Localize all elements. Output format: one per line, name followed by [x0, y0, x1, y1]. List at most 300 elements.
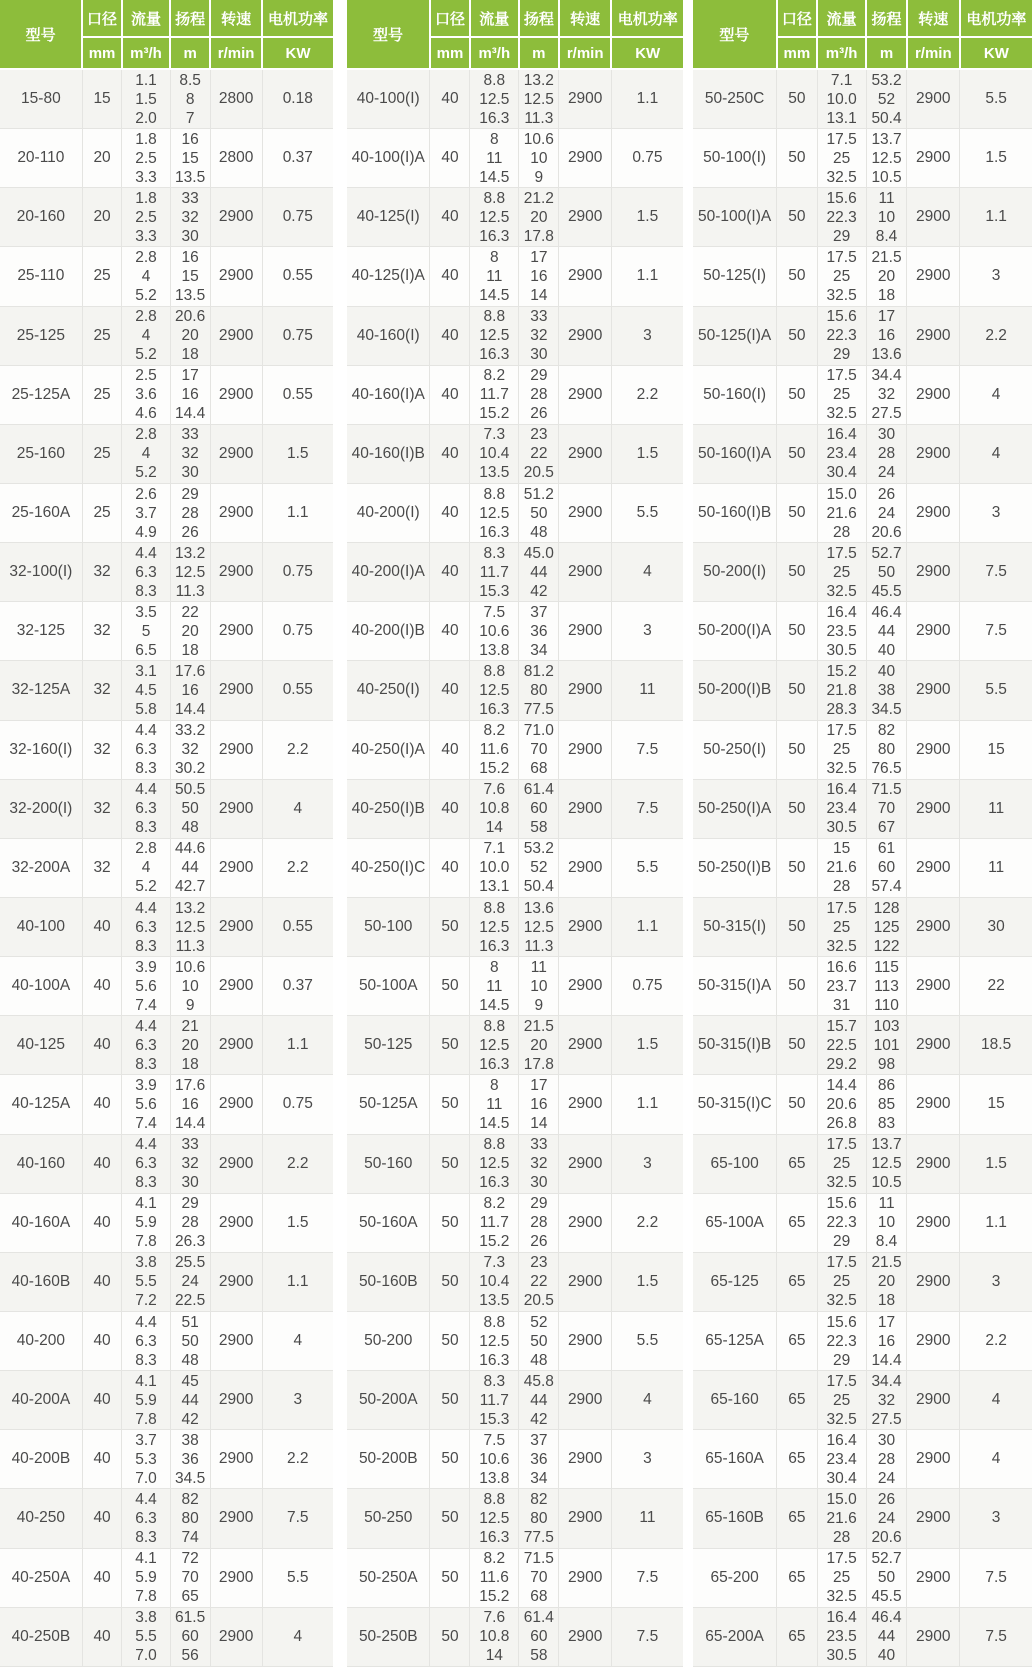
- head-cell-line: 57.4: [871, 878, 902, 896]
- head-cell-line: 60: [181, 1628, 199, 1646]
- head-cell: [866, 1371, 907, 1430]
- head-cell-line: 86: [877, 1076, 896, 1094]
- flow-cell-line: 16.4: [826, 426, 857, 444]
- power-cell: 4: [611, 1371, 683, 1430]
- diameter-cell: 65: [777, 1134, 817, 1193]
- flow-cell-line: 4.6: [135, 405, 157, 423]
- head-cell-line: 27.5: [871, 1410, 902, 1428]
- spec-table-3: [693, 0, 1032, 1667]
- flow-cell-line: 4.4: [135, 899, 157, 917]
- head-cell-line: 10.6: [175, 958, 206, 976]
- head-cell-line: 18: [877, 286, 896, 304]
- flow-cell-line: 2.8: [135, 308, 157, 326]
- flow-cell: [122, 1252, 170, 1311]
- model-cell: 50-200(I)A: [693, 602, 777, 661]
- head-cell-line: 27.5: [871, 405, 902, 423]
- diameter-cell: 40: [82, 1489, 122, 1548]
- flow-cell: [817, 69, 866, 129]
- flow-cell: [122, 129, 170, 188]
- model-cell: 20-110: [0, 129, 82, 188]
- head-cell-line: 29: [530, 367, 548, 385]
- flow-cell-line: 25: [832, 1273, 851, 1291]
- flow-cell-line: 5.6: [135, 977, 157, 995]
- flow-cell: [817, 1075, 866, 1134]
- flow-cell-line: 17.5: [826, 1136, 857, 1154]
- flow-cell: [817, 1193, 866, 1252]
- flow-cell-line: 5.5: [135, 1628, 157, 1646]
- head-cell-line: 36: [181, 1450, 199, 1468]
- head-cell: [519, 957, 559, 1016]
- flow-cell: [817, 1607, 866, 1666]
- head-cell-line: 45.5: [871, 1588, 902, 1606]
- model-cell: 40-125: [0, 1016, 82, 1075]
- model-cell: 50-160: [347, 1134, 430, 1193]
- flow-cell-line: 4: [141, 859, 151, 877]
- diameter-cell: 32: [82, 543, 122, 602]
- table-row: [347, 1193, 683, 1252]
- flow-cell-line: 8.8: [483, 899, 506, 917]
- diameter-cell: 50: [777, 779, 817, 838]
- speed-cell: 2900: [907, 779, 960, 838]
- model-cell: 40-200(I)B: [347, 602, 430, 661]
- head-cell: [519, 838, 559, 897]
- flow-cell-line: 3.7: [135, 504, 157, 522]
- flow-cell-line: 15.2: [479, 1588, 510, 1606]
- table-row: [0, 306, 333, 365]
- model-cell: 40-100(I): [347, 69, 430, 129]
- diameter-cell: 50: [430, 1016, 470, 1075]
- diameter-cell: 50: [430, 1371, 470, 1430]
- speed-cell: 2900: [559, 602, 611, 661]
- head-cell-line: 76.5: [871, 760, 902, 778]
- flow-cell-line: 5.2: [135, 346, 157, 364]
- col-header-flow: 流量: [122, 0, 170, 37]
- flow-cell-line: 17.5: [826, 1372, 857, 1390]
- table-row: [0, 1016, 333, 1075]
- flow-cell: [817, 1134, 866, 1193]
- diameter-cell: 25: [82, 365, 122, 424]
- head-cell-line: 33.2: [175, 722, 206, 740]
- flow-cell-line: 11.7: [479, 386, 509, 404]
- flow-cell-line: 10.6: [479, 622, 510, 640]
- table-row: [347, 365, 683, 424]
- speed-cell: 2900: [907, 1548, 960, 1607]
- model-cell: 50-160(I): [693, 365, 777, 424]
- flow-cell-line: 8.3: [135, 582, 157, 600]
- diameter-cell: 40: [82, 1016, 122, 1075]
- flow-cell-line: 17.5: [826, 367, 857, 385]
- flow-cell-line: 8.2: [483, 1550, 506, 1568]
- head-cell-line: 50.4: [523, 878, 554, 896]
- power-cell: 0.75: [262, 543, 333, 602]
- power-cell: 3: [611, 1430, 683, 1489]
- table-row: [347, 661, 683, 720]
- model-cell: 50-100A: [347, 957, 430, 1016]
- power-cell: 4: [960, 365, 1032, 424]
- head-cell-line: 53.2: [523, 840, 554, 858]
- flow-cell-line: 32.5: [826, 1410, 857, 1428]
- flow-cell: [817, 424, 866, 483]
- power-cell: 4: [611, 543, 683, 602]
- head-cell-line: 26: [181, 523, 199, 541]
- head-cell-line: 44: [530, 563, 548, 581]
- diameter-cell: 50: [430, 1311, 470, 1370]
- flow-cell-line: 10.4: [479, 1273, 510, 1291]
- flow-cell-line: 23.5: [826, 622, 857, 640]
- power-cell: 0.75: [262, 188, 333, 247]
- flow-cell: [817, 720, 866, 779]
- diameter-cell: 40: [82, 1134, 122, 1193]
- flow-cell-line: 16.6: [826, 958, 857, 976]
- speed-cell: 2900: [907, 1607, 960, 1666]
- speed-cell: 2900: [907, 1371, 960, 1430]
- flow-cell-line: 23.5: [826, 1628, 857, 1646]
- model-cell: 50-160B: [347, 1252, 430, 1311]
- flow-cell-line: 5.5: [135, 1273, 157, 1291]
- flow-cell: [122, 779, 170, 838]
- speed-cell: 2900: [559, 424, 611, 483]
- col-header-speed: 转速: [210, 0, 262, 37]
- flow-cell-line: 23.7: [826, 977, 857, 995]
- table-row: [693, 779, 1032, 838]
- head-cell: [519, 365, 559, 424]
- head-cell-line: 53.2: [871, 71, 902, 89]
- power-cell: 2.2: [960, 306, 1032, 365]
- speed-cell: 2900: [559, 1016, 611, 1075]
- flow-cell: [817, 661, 866, 720]
- head-cell-line: 16: [877, 1332, 896, 1350]
- model-cell: 40-160A: [0, 1193, 82, 1252]
- flow-cell-line: 12.5: [479, 918, 510, 936]
- speed-cell: 2900: [559, 483, 611, 542]
- head-cell-line: 122: [873, 937, 900, 955]
- col-header-diameter: 口径: [777, 0, 817, 37]
- diameter-cell: 40: [430, 129, 470, 188]
- head-cell-line: 44: [877, 622, 896, 640]
- table-header: [693, 0, 1032, 69]
- flow-cell-line: 15.7: [826, 1017, 857, 1035]
- power-cell: 11: [611, 661, 683, 720]
- flow-cell-line: 32.5: [826, 1292, 857, 1310]
- head-cell-line: 20: [877, 267, 896, 285]
- flow-cell: [470, 957, 519, 1016]
- flow-cell-line: 16.3: [479, 346, 510, 364]
- diameter-cell: 32: [82, 779, 122, 838]
- flow-cell-line: 30.5: [826, 819, 857, 837]
- head-cell-line: 24: [877, 464, 896, 482]
- head-cell-line: 125: [873, 918, 900, 936]
- power-cell: 2.2: [611, 1193, 683, 1252]
- diameter-cell: 32: [82, 602, 122, 661]
- head-cell-line: 15: [181, 267, 199, 285]
- flow-cell-line: 7.1: [830, 71, 853, 89]
- speed-cell: 2900: [907, 247, 960, 306]
- head-cell: [866, 188, 907, 247]
- head-cell-line: 48: [530, 523, 548, 541]
- flow-cell: [817, 247, 866, 306]
- flow-cell: [817, 779, 866, 838]
- power-cell: 4: [960, 1430, 1032, 1489]
- power-cell: 7.5: [960, 602, 1032, 661]
- head-cell-line: 22: [530, 445, 548, 463]
- head-cell: [866, 661, 907, 720]
- head-cell-line: 42: [181, 1410, 199, 1428]
- table-row: [0, 779, 333, 838]
- flow-cell-line: 4.1: [135, 1372, 157, 1390]
- head-cell-line: 40: [877, 641, 896, 659]
- flow-cell-line: 32.5: [826, 1174, 857, 1192]
- flow-cell-line: 8.3: [483, 544, 506, 562]
- table-row: [693, 1311, 1032, 1370]
- table-row: [0, 720, 333, 779]
- head-cell-line: 22.5: [175, 1292, 206, 1310]
- model-cell: 65-160B: [693, 1489, 777, 1548]
- flow-cell-line: 2.5: [135, 149, 157, 167]
- head-cell-line: 11.3: [524, 109, 554, 127]
- speed-cell: 2900: [559, 188, 611, 247]
- diameter-cell: 40: [430, 720, 470, 779]
- flow-cell-line: 16.4: [826, 1609, 857, 1627]
- head-cell-line: 11.3: [524, 937, 554, 955]
- flow-cell: [122, 602, 170, 661]
- head-cell-line: 48: [181, 819, 199, 837]
- speed-cell: 2900: [210, 1548, 262, 1607]
- model-cell: 40-160(I)B: [347, 424, 430, 483]
- head-cell-line: 30: [877, 1431, 896, 1449]
- table-row: [347, 1548, 683, 1607]
- flow-cell-line: 22.3: [826, 327, 857, 345]
- head-cell-line: 32: [530, 327, 548, 345]
- table-row: [693, 1430, 1032, 1489]
- flow-cell-line: 21.6: [826, 1509, 857, 1527]
- power-cell: 15: [960, 720, 1032, 779]
- flow-cell: [122, 1607, 170, 1666]
- flow-cell-line: 15.3: [479, 582, 510, 600]
- unit-head: m: [170, 37, 210, 69]
- speed-cell: 2900: [907, 424, 960, 483]
- head-cell-line: 113: [874, 977, 899, 995]
- head-cell: [519, 188, 559, 247]
- head-cell-line: 46.4: [871, 603, 902, 621]
- model-cell: 50-315(I)B: [693, 1016, 777, 1075]
- power-cell: 18.5: [960, 1016, 1032, 1075]
- head-cell-line: 25.5: [175, 1254, 206, 1272]
- flow-cell-line: 12.5: [479, 1036, 510, 1054]
- head-cell-line: 24: [877, 504, 896, 522]
- model-cell: 50-250(I)B: [693, 838, 777, 897]
- flow-cell-line: 1.5: [135, 90, 157, 108]
- flow-cell-line: 4.4: [135, 544, 157, 562]
- flow-cell-line: 4.4: [135, 722, 157, 740]
- flow-cell-line: 15.2: [826, 662, 857, 680]
- head-cell-line: 20: [877, 1273, 896, 1291]
- flow-cell-line: 17.5: [826, 1550, 857, 1568]
- head-cell-line: 13.6: [871, 346, 902, 364]
- speed-cell: 2900: [559, 957, 611, 1016]
- table-row: [0, 424, 333, 483]
- table-row: [693, 897, 1032, 956]
- head-cell-line: 34: [530, 1469, 548, 1487]
- flow-cell-line: 6.3: [135, 563, 157, 581]
- flow-cell-line: 23.4: [826, 445, 857, 463]
- head-cell-line: 23: [530, 426, 548, 444]
- head-cell-line: 28: [181, 1214, 199, 1232]
- diameter-cell: 40: [82, 1193, 122, 1252]
- speed-cell: 2900: [210, 483, 262, 542]
- model-cell: 32-200A: [0, 838, 82, 897]
- power-cell: 7.5: [262, 1489, 333, 1548]
- flow-cell: [470, 1607, 519, 1666]
- flow-cell: [470, 1016, 519, 1075]
- head-cell: [519, 1134, 559, 1193]
- head-cell: [519, 424, 559, 483]
- diameter-cell: 40: [430, 365, 470, 424]
- head-cell-line: 36: [530, 622, 548, 640]
- head-cell-line: 46.4: [871, 1609, 902, 1627]
- col-header-power: 电机功率: [611, 0, 683, 37]
- flow-cell: [817, 1548, 866, 1607]
- head-cell-line: 10: [530, 149, 548, 167]
- flow-cell-line: 13.5: [479, 1292, 510, 1310]
- head-cell: [866, 1193, 907, 1252]
- model-cell: 50-250A: [347, 1548, 430, 1607]
- flow-cell: [470, 602, 519, 661]
- head-cell: [519, 1252, 559, 1311]
- flow-cell: [122, 1075, 170, 1134]
- speed-cell: 2900: [907, 1193, 960, 1252]
- table-row: [347, 957, 683, 1016]
- table-body: [693, 69, 1032, 1666]
- power-cell: 0.75: [611, 957, 683, 1016]
- spec-table-panel-1: [0, 0, 333, 1667]
- head-cell-line: 9: [534, 996, 544, 1014]
- head-cell: [170, 661, 210, 720]
- head-cell-line: 11.3: [175, 937, 205, 955]
- speed-cell: 2900: [210, 779, 262, 838]
- head-cell-line: 14: [530, 286, 548, 304]
- head-cell: [519, 306, 559, 365]
- head-cell-line: 80: [530, 1509, 548, 1527]
- flow-cell-line: 25: [832, 1155, 851, 1173]
- flow-cell: [470, 779, 519, 838]
- diameter-cell: 65: [777, 1430, 817, 1489]
- power-cell: 1.5: [611, 1252, 683, 1311]
- flow-cell-line: 14: [485, 819, 503, 837]
- flow-cell: [122, 1489, 170, 1548]
- flow-cell: [122, 1134, 170, 1193]
- head-cell-line: 11.3: [175, 582, 205, 600]
- head-cell-line: 23: [530, 1254, 548, 1272]
- model-cell: 65-125: [693, 1252, 777, 1311]
- diameter-cell: 50: [430, 1134, 470, 1193]
- flow-cell-line: 8: [490, 1076, 499, 1094]
- head-cell-line: 14.4: [175, 1114, 206, 1132]
- head-cell-line: 29: [181, 485, 199, 503]
- model-cell: 65-100A: [693, 1193, 777, 1252]
- flow-cell: [122, 897, 170, 956]
- diameter-cell: 50: [777, 1075, 817, 1134]
- head-cell: [866, 720, 907, 779]
- flow-cell-line: 17.5: [826, 1254, 857, 1272]
- table-row: [347, 1016, 683, 1075]
- flow-cell-line: 25: [832, 1391, 851, 1409]
- model-cell: 25-160: [0, 424, 82, 483]
- flow-cell-line: 25: [832, 267, 851, 285]
- head-cell-line: 20: [181, 327, 199, 345]
- head-cell-line: 17: [877, 1313, 896, 1331]
- power-cell: 5.5: [960, 661, 1032, 720]
- head-cell-line: 71.0: [523, 722, 554, 740]
- head-cell-line: 17: [530, 248, 548, 266]
- speed-cell: 2800: [210, 69, 262, 129]
- speed-cell: 2900: [559, 838, 611, 897]
- head-cell-line: 11: [878, 1195, 895, 1213]
- head-cell-line: 45.8: [523, 1372, 554, 1390]
- power-cell: 4: [262, 1607, 333, 1666]
- flow-cell-line: 15.6: [826, 189, 857, 207]
- model-cell: 50-160(I)B: [693, 483, 777, 542]
- head-cell-line: 60: [530, 1628, 548, 1646]
- power-cell: 1.1: [960, 1193, 1032, 1252]
- table-row: [693, 602, 1032, 661]
- power-cell: 0.75: [262, 1075, 333, 1134]
- head-cell-line: 71.5: [871, 781, 902, 799]
- head-cell: [170, 188, 210, 247]
- head-cell-line: 10.5: [871, 168, 902, 186]
- power-cell: 0.18: [262, 69, 333, 129]
- unit-speed: r/min: [210, 37, 262, 69]
- flow-cell-line: 25: [832, 741, 851, 759]
- flow-cell: [122, 1311, 170, 1370]
- power-cell: 3: [611, 1134, 683, 1193]
- flow-cell-line: 15.6: [826, 1313, 857, 1331]
- table-row: [693, 188, 1032, 247]
- col-header-model: 型号: [0, 0, 82, 69]
- flow-cell-line: 17.5: [826, 544, 857, 562]
- power-cell: 0.55: [262, 247, 333, 306]
- flow-cell-line: 3.8: [135, 1254, 157, 1272]
- speed-cell: 2900: [210, 1489, 262, 1548]
- power-cell: 0.75: [262, 602, 333, 661]
- flow-cell-line: 1.1: [135, 71, 157, 89]
- head-cell-line: 26: [877, 485, 896, 503]
- head-cell: [170, 129, 210, 188]
- head-cell-line: 8.4: [875, 1233, 898, 1251]
- flow-cell: [122, 188, 170, 247]
- table-row: [693, 838, 1032, 897]
- model-cell: 50-250: [347, 1489, 430, 1548]
- diameter-cell: 65: [777, 1548, 817, 1607]
- head-cell: [519, 1016, 559, 1075]
- flow-cell-line: 32.5: [826, 937, 857, 955]
- flow-cell: [122, 838, 170, 897]
- head-cell-line: 10: [877, 1214, 896, 1232]
- head-cell-line: 50: [181, 1332, 199, 1350]
- model-cell: 25-160A: [0, 483, 82, 542]
- head-cell-line: 20: [181, 622, 199, 640]
- head-cell: [519, 602, 559, 661]
- speed-cell: 2900: [907, 661, 960, 720]
- flow-cell: [817, 306, 866, 365]
- table-row: [347, 543, 683, 602]
- head-cell: [519, 483, 559, 542]
- head-cell-line: 61.4: [523, 781, 554, 799]
- table-row: [347, 1430, 683, 1489]
- table-row: [347, 897, 683, 956]
- head-cell: [866, 1311, 907, 1370]
- table-row: [693, 720, 1032, 779]
- speed-cell: 2900: [559, 247, 611, 306]
